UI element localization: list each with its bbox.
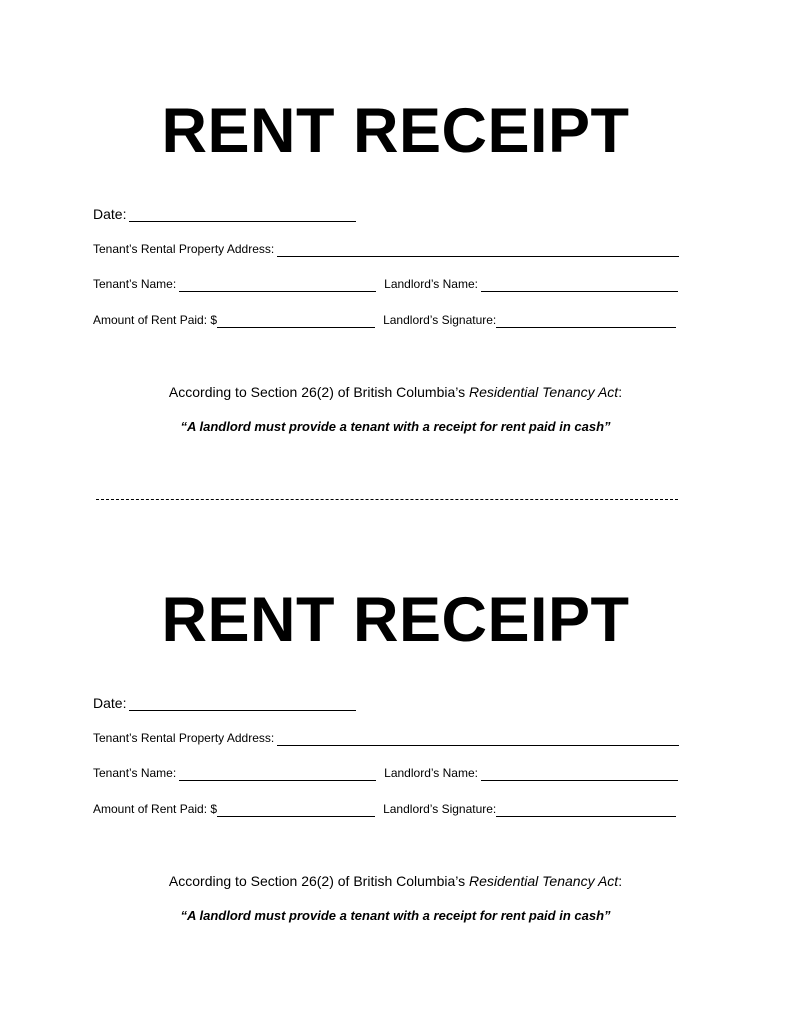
address-label: Tenant’s Rental Property Address: xyxy=(93,242,275,256)
law-reference xyxy=(0,872,791,890)
landlord-name-blank[interactable] xyxy=(481,277,678,292)
cut-line-divider xyxy=(96,499,678,500)
law-suffix: : xyxy=(618,384,623,400)
address-field-row xyxy=(93,241,679,257)
tenant-name-blank[interactable] xyxy=(179,766,376,781)
date-field-row xyxy=(93,695,356,711)
signature-blank[interactable] xyxy=(496,313,676,328)
date-blank[interactable] xyxy=(129,696,356,711)
law-act-name: Residential Tenancy Act xyxy=(469,384,619,400)
amount-label: Amount of Rent Paid: $ xyxy=(93,802,218,816)
names-field-row xyxy=(93,276,678,292)
landlord-name-blank[interactable] xyxy=(481,766,678,781)
date-label: Date: xyxy=(93,206,127,222)
address-blank[interactable] xyxy=(277,731,679,746)
signature-blank[interactable] xyxy=(496,802,676,817)
amount-label: Amount of Rent Paid: $ xyxy=(93,313,218,327)
amount-field-row xyxy=(93,801,676,817)
receipt-title: RENT RECEIPT xyxy=(161,585,630,655)
law-quote: “A landlord must provide a tenant with a receipt for rent paid in cash” xyxy=(180,419,611,434)
address-field-row xyxy=(93,730,679,746)
receipt-title: RENT RECEIPT xyxy=(161,96,630,166)
amount-blank[interactable] xyxy=(217,313,375,328)
signature-label: Landlord’s Signature: xyxy=(383,802,497,816)
date-label: Date: xyxy=(93,695,127,711)
tenant-name-label: Tenant’s Name: xyxy=(93,277,177,291)
tenant-name-blank[interactable] xyxy=(179,277,376,292)
law-prefix: According to Section 26(2) of British Columbia’s xyxy=(168,384,470,400)
address-blank[interactable] xyxy=(277,242,679,257)
date-blank[interactable] xyxy=(129,207,356,222)
law-quote: “A landlord must provide a tenant with a receipt for rent paid in cash” xyxy=(180,908,611,923)
amount-field-row xyxy=(93,312,676,328)
law-reference xyxy=(0,383,791,401)
law-act-name: Residential Tenancy Act xyxy=(469,873,619,889)
law-suffix: : xyxy=(618,873,623,889)
date-field-row xyxy=(93,206,356,222)
landlord-name-label: Landlord’s Name: xyxy=(384,277,478,291)
names-field-row xyxy=(93,765,678,781)
signature-label: Landlord’s Signature: xyxy=(383,313,497,327)
amount-blank[interactable] xyxy=(217,802,375,817)
tenant-name-label: Tenant’s Name: xyxy=(93,766,177,780)
address-label: Tenant’s Rental Property Address: xyxy=(93,731,275,745)
landlord-name-label: Landlord’s Name: xyxy=(384,766,478,780)
law-prefix: According to Section 26(2) of British Columbia’s xyxy=(168,873,470,889)
